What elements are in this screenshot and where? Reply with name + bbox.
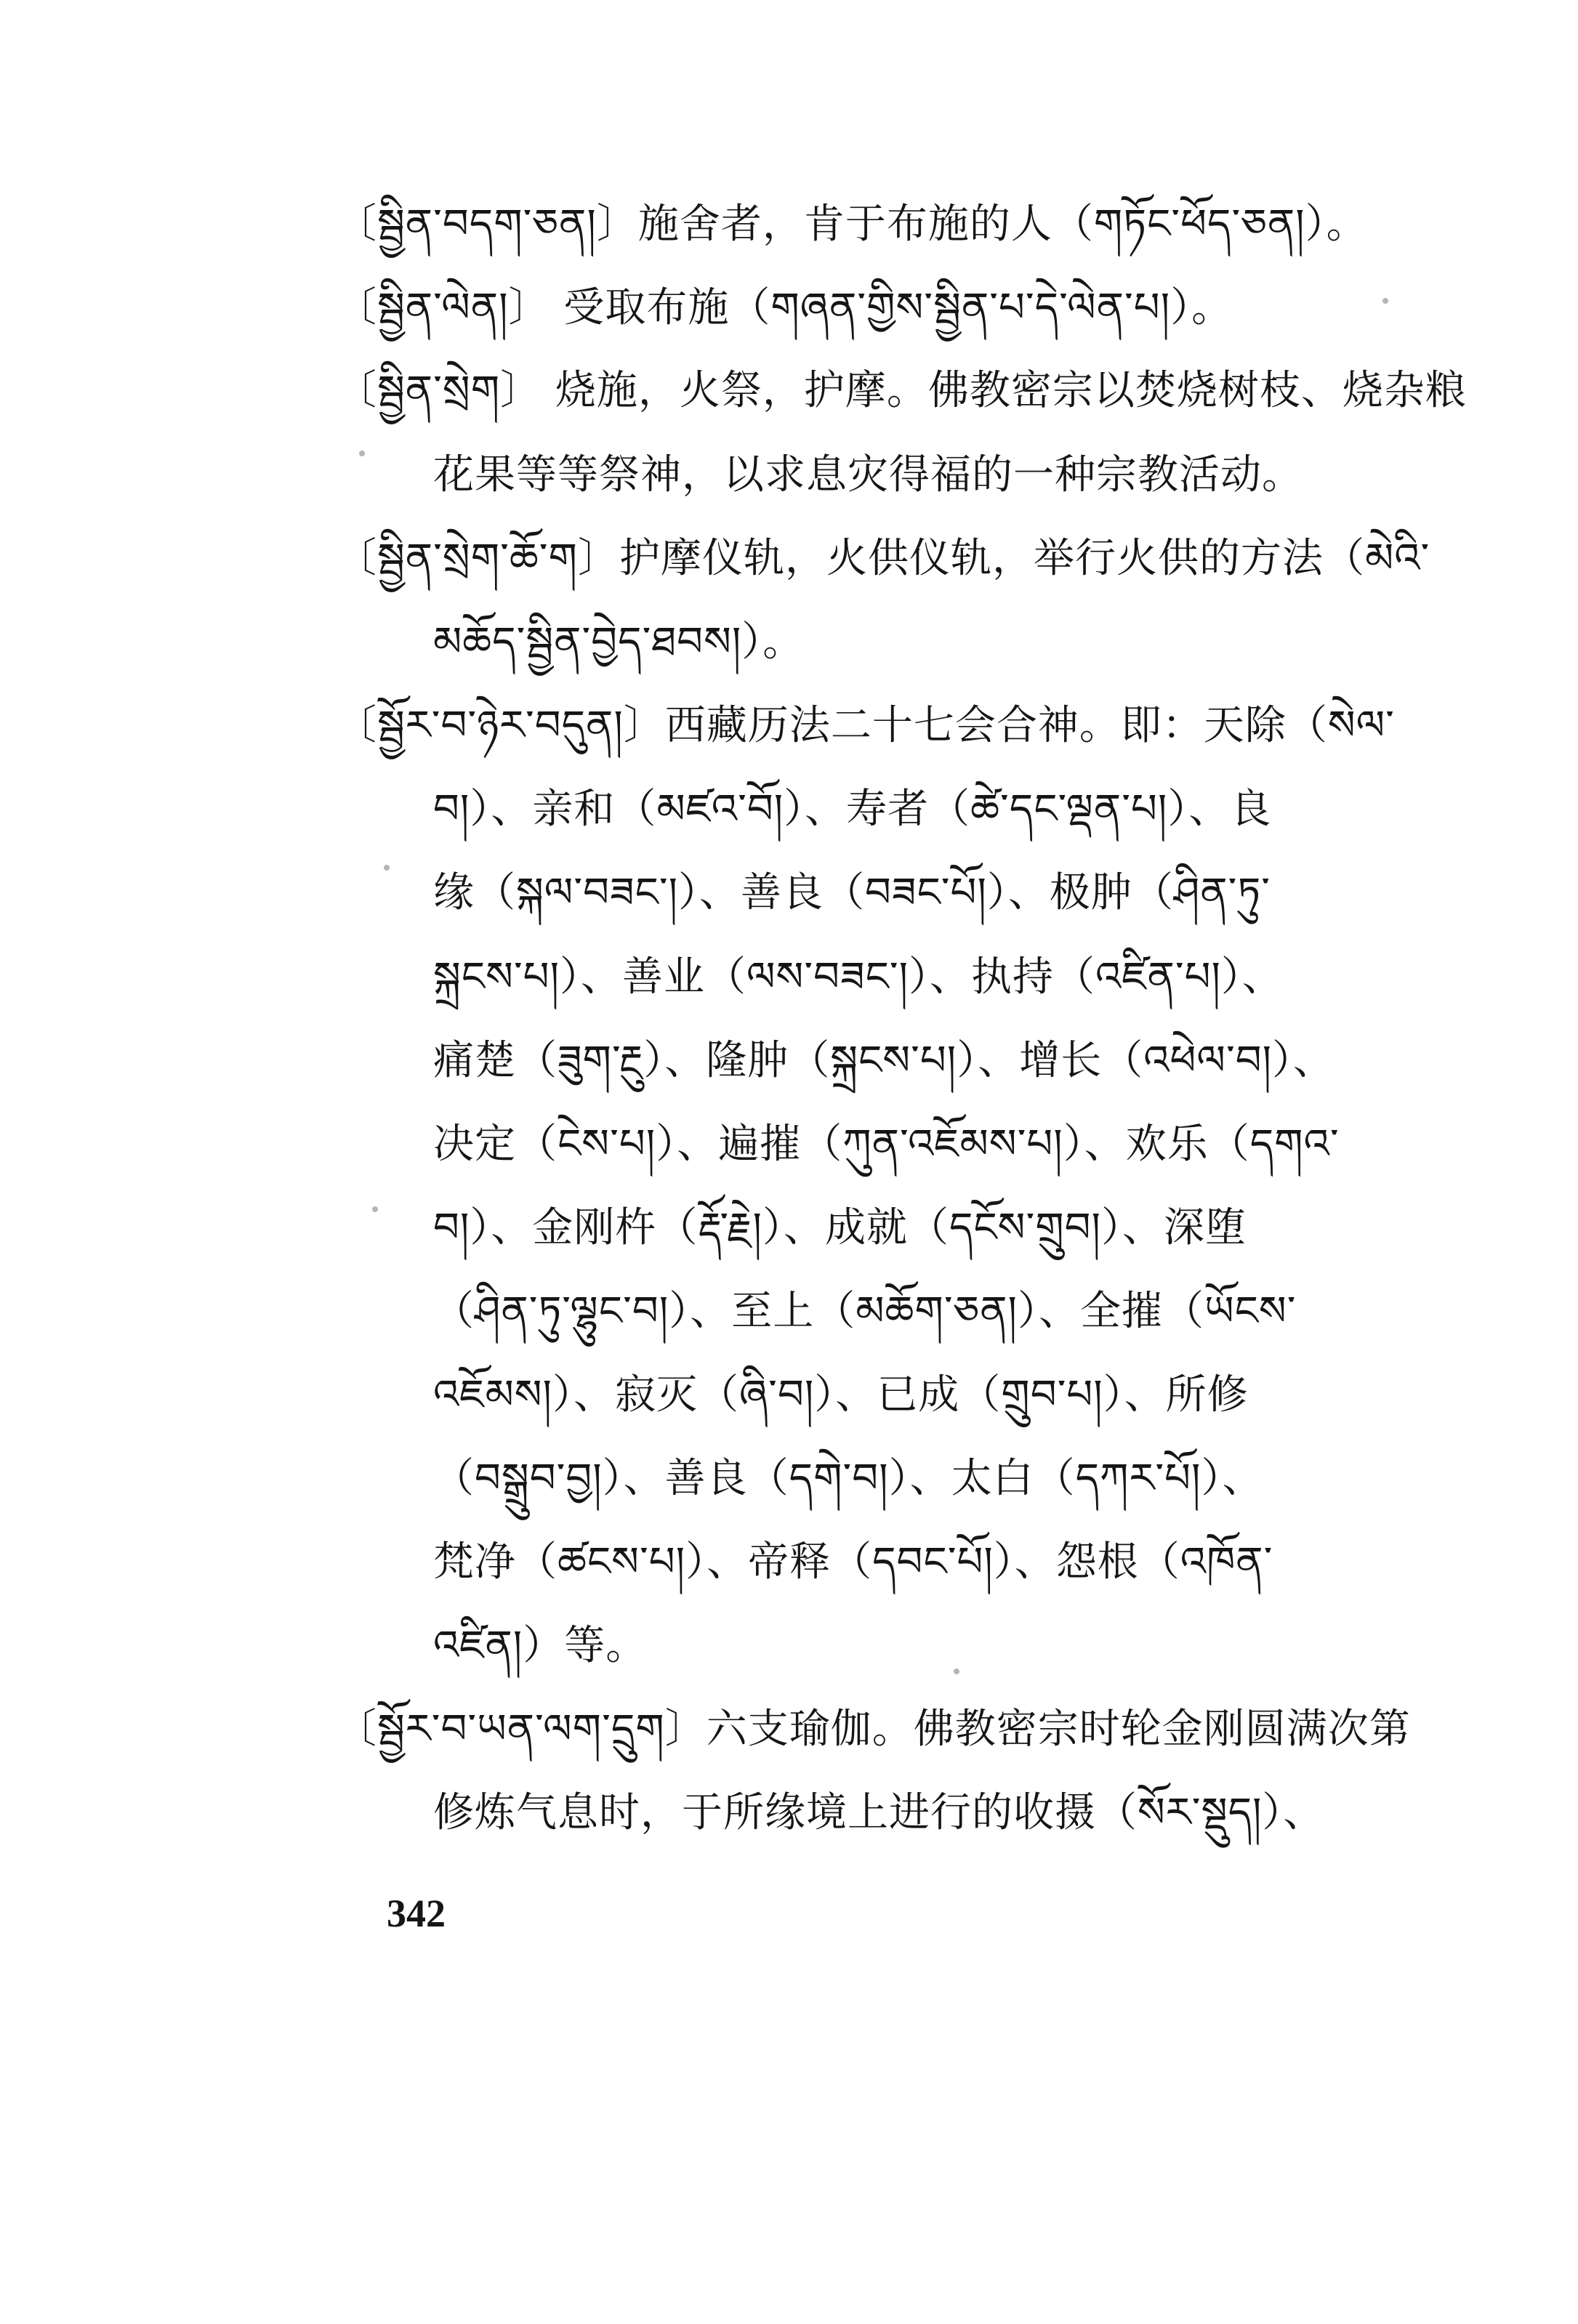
entry-line: 缘（སྐལ་བཟང་།）、善良（བཟང་པོ།）、极肿（ཤིན་ཏུ་ xyxy=(433,869,1271,916)
entry-line: མཆོད་སྦྱིན་བྱེད་ཐབས།）。 xyxy=(433,618,805,666)
entry-line: （ཤིན་ཏུ་ལྷུང་བ།）、至上（མཆོག་ཅན།）、全摧（ཡོངས་ xyxy=(433,1288,1297,1335)
entry-line: 痛楚（ཟུག་རྔུ）、隆肿（སྐྲངས་པ།）、增长（འཕེལ་བ།）、 xyxy=(433,1037,1335,1084)
entry-line: 花果等等祭神，以求息灾得福的一种宗教活动。 xyxy=(433,451,1303,499)
entry-line: 〔སྦྱིན་སྲེག་ཆོ་ག〕护摩仪轨，火供仪轨，举行火供的方法（མེའི་ xyxy=(336,535,1430,582)
scan-speck xyxy=(359,451,365,456)
entry-line: བ།）、亲和（མཛའ་བོ།）、寿者（ཚེ་དང་ལྡན་པ།）、良 xyxy=(433,786,1272,833)
entry-line: འཛིན།）等。 xyxy=(433,1622,648,1669)
entry-line: 决定（ངེས་པ།）、遍摧（ཀུན་འཇོམས་པ།）、欢乐（དགའ་ xyxy=(433,1121,1340,1168)
entry-line: （བསྒྲུབ་བྱ།）、善良（དགེ་བ།）、太白（དཀར་པོ།）、 xyxy=(433,1455,1264,1502)
entry-line: 〔སྦྱིན་ལེན།〕 受取布施（གཞན་གྱིས་སྦྱིན་པ་དེ་ལེན་པ།）。 xyxy=(336,284,1233,331)
entry-line: 〔སྦྱོར་བ་ཉེར་བདུན།〕西藏历法二十七会合神。即：天除（སེལ་ xyxy=(336,702,1395,749)
entry-line: 梵净（ཚངས་པ།）、帝释（དབང་པོ།）、怨根（འཁོན་ xyxy=(433,1538,1273,1586)
entry-line: 修炼气息时，于所缘境上进行的收摄（སོར་སྡུད།）、 xyxy=(433,1789,1325,1836)
entry-line: 〔སྦྱོར་བ་ཡན་ལག་དྲུག〕六支瑜伽。佛教密宗时轮金刚圆满次第 xyxy=(336,1706,1411,1753)
entry-line: སྐྲངས་པ།）、善业（ལས་བཟང་།）、执持（འཛིན་པ།）、 xyxy=(433,953,1284,1001)
scan-speck xyxy=(954,1669,959,1674)
scan-speck xyxy=(1382,298,1388,304)
entry-line: 〔སྦྱིན་སྲེག〕 烧施，火祭，护摩。佛教密宗以焚烧树枝、烧杂粮 xyxy=(336,367,1467,414)
page-number: 342 xyxy=(387,1892,446,1935)
scan-speck xyxy=(384,865,390,871)
scan-speck xyxy=(372,1206,378,1212)
entry-line: བ།）、金刚杵（རྡོ་རྗེ།）、成就（དངོས་གྲུབ།）、深堕 xyxy=(433,1204,1247,1251)
entry-line: 〔སྦྱིན་བདག་ཅན།〕施舍者，肯于布施的人（གཏོང་ཕོད་ཅན།）。 xyxy=(336,201,1368,248)
entry-line: འཇོམས།）、寂灭（ཞི་བ།）、已成（གྲུབ་པ།）、所修 xyxy=(433,1371,1249,1419)
